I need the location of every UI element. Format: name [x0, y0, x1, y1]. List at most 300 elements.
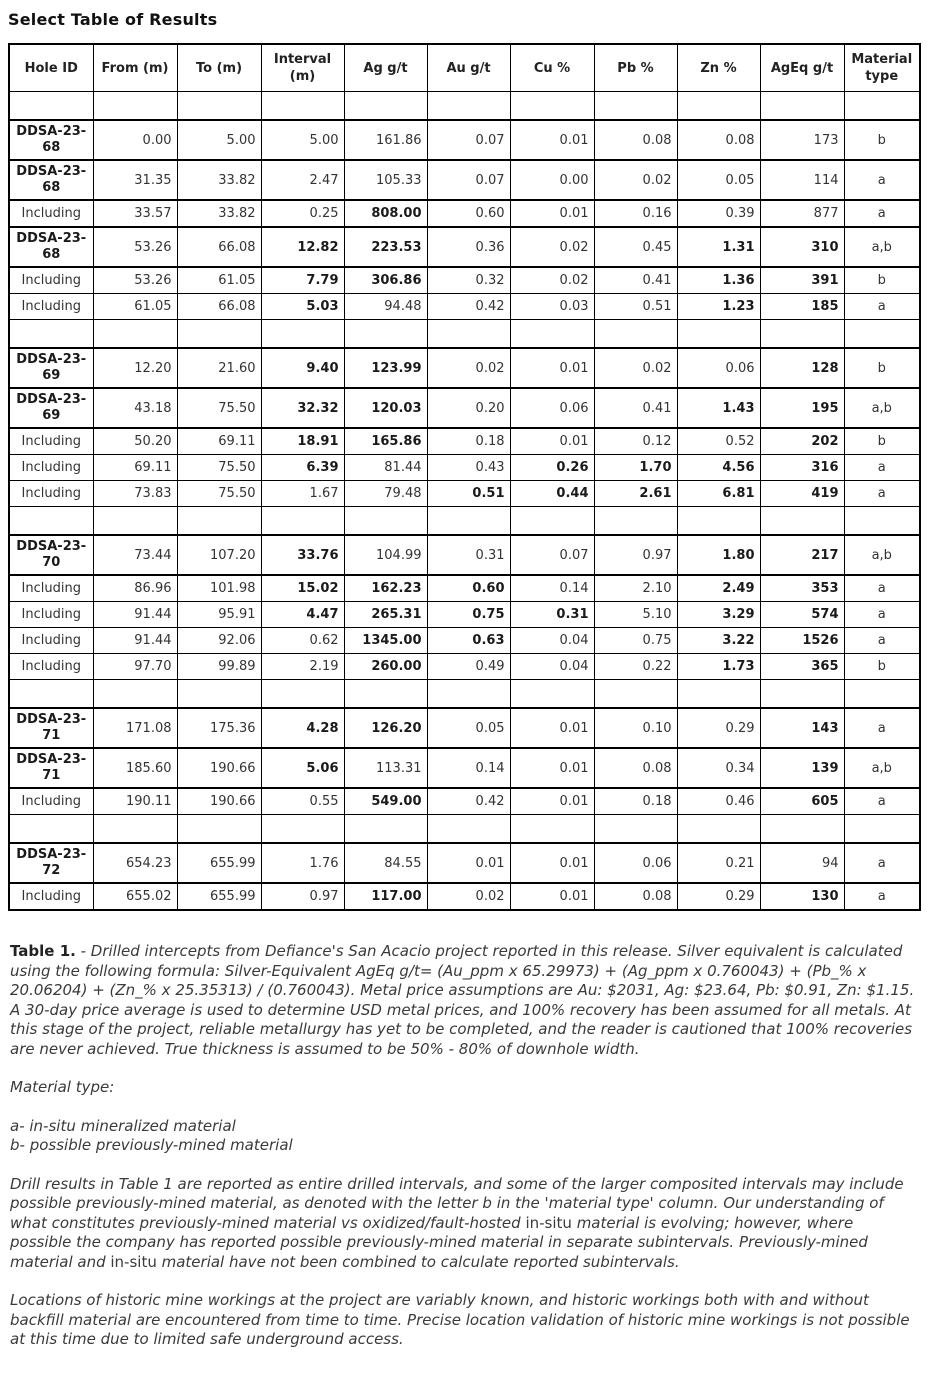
table-cell: 0.07 — [427, 160, 510, 200]
table-cell: 0.31 — [427, 535, 510, 575]
table-cell: 0.22 — [594, 654, 677, 680]
table-cell: 86.96 — [93, 575, 177, 602]
table-cell: a — [844, 481, 920, 507]
table-cell: 0.03 — [510, 294, 594, 320]
table-cell: 2.19 — [261, 654, 344, 680]
table-cell: 79.48 — [344, 481, 427, 507]
text-run: material is evolving; however, where possible the company has reported possible previously-mined material in separate subintervals. Previously-mined material and — [10, 1213, 868, 1271]
table-cell: 0.97 — [261, 883, 344, 910]
table-cell: 0.05 — [677, 160, 760, 200]
table-cell: 4.28 — [261, 708, 344, 748]
table-cell: 0.05 — [427, 708, 510, 748]
text-run: - Drilled intercepts from Defiance's San Acacio project reported in this release. Silver equivalent is calculated using the following formula: Silver-Equivalent AgEq g/t= (Au_ppm x 65.29973) + (Ag_ppm x 0.760043) + (Pb_% x 20.06204) + (Zn_% x 25.35313) / (0.760043). Metal price assumptions are Au: $2031, Ag: $23.64, Pb: $0.91, Zn: $1.15. A 30-day price average is used to determine USD metal prices, and 100% recovery has been assumed for all metals. At this stage of the project, reliable metallurgy has yet to be completed, and the reader is cautioned that 100% recoveries are never achieved. True thickness is assumed to be 50% - 80% of downhole width. — [10, 942, 915, 1058]
table-cell: 655.99 — [177, 843, 261, 883]
table-cell: DDSA-23-69 — [9, 388, 93, 428]
table-cell: 605 — [760, 788, 844, 815]
table-row — [9, 200, 920, 227]
empty-cell — [844, 92, 920, 121]
table-cell: 61.05 — [93, 294, 177, 320]
table-cell: a — [844, 200, 920, 227]
table-cell: a — [844, 575, 920, 602]
header-row — [9, 44, 920, 92]
table-cell: 0.62 — [261, 628, 344, 654]
table-cell: 31.35 — [93, 160, 177, 200]
table-cell: 0.42 — [427, 788, 510, 815]
table-cell: 139 — [760, 748, 844, 788]
table-cell: b — [844, 267, 920, 294]
table-cell: Including — [9, 602, 93, 628]
spacer-row — [9, 507, 920, 536]
table-cell: 69.11 — [177, 428, 261, 455]
table-cell: 12.20 — [93, 348, 177, 388]
table-cell: 1.31 — [677, 227, 760, 267]
table-cell: Including — [9, 883, 93, 910]
table-row — [9, 654, 920, 680]
table-cell: 0.36 — [427, 227, 510, 267]
table-cell: 61.05 — [177, 267, 261, 294]
table-cell: 654.23 — [93, 843, 177, 883]
table-cell: 0.02 — [510, 227, 594, 267]
table-cell: 0.08 — [594, 883, 677, 910]
table-cell: 5.06 — [261, 748, 344, 788]
spacer-row — [9, 92, 920, 121]
table-cell: 1345.00 — [344, 628, 427, 654]
material-type-heading — [10, 1078, 917, 1098]
table-cell: 1.67 — [261, 481, 344, 507]
table-cell: 217 — [760, 535, 844, 575]
table-cell: Including — [9, 481, 93, 507]
empty-cell — [844, 320, 920, 349]
empty-cell — [9, 815, 93, 844]
table-cell: 0.26 — [510, 455, 594, 481]
table-cell: 0.51 — [594, 294, 677, 320]
table-cell: DDSA-23-72 — [9, 843, 93, 883]
table-cell: a — [844, 788, 920, 815]
table-cell: 0.01 — [510, 708, 594, 748]
table-cell: 7.79 — [261, 267, 344, 294]
empty-cell — [594, 815, 677, 844]
table-cell: 5.10 — [594, 602, 677, 628]
empty-cell — [760, 507, 844, 536]
empty-cell — [510, 507, 594, 536]
table-cell: 107.20 — [177, 535, 261, 575]
header-cell: From (m) — [93, 44, 177, 92]
table-cell: 126.20 — [344, 708, 427, 748]
table-cell: 94.48 — [344, 294, 427, 320]
table-cell: 0.14 — [427, 748, 510, 788]
empty-cell — [261, 680, 344, 709]
table-cell: 120.03 — [344, 388, 427, 428]
table-cell: 0.01 — [510, 788, 594, 815]
table-cell: 1.70 — [594, 455, 677, 481]
table-cell: a,b — [844, 227, 920, 267]
table-cell: DDSA-23-71 — [9, 708, 93, 748]
table-cell: 0.60 — [427, 200, 510, 227]
empty-cell — [93, 92, 177, 121]
table-cell: 0.39 — [677, 200, 760, 227]
text-run: in-situ — [110, 1252, 157, 1271]
table-cell: 69.11 — [93, 455, 177, 481]
table-cell: a,b — [844, 748, 920, 788]
table-cell: 365 — [760, 654, 844, 680]
header-cell: Material type — [844, 44, 920, 92]
table-cell: 50.20 — [93, 428, 177, 455]
table-cell: 101.98 — [177, 575, 261, 602]
empty-cell — [261, 92, 344, 121]
header-cell: Ag g/t — [344, 44, 427, 92]
table-cell: 0.00 — [93, 120, 177, 160]
table-cell: a — [844, 883, 920, 910]
empty-cell — [760, 815, 844, 844]
table-cell: 0.16 — [594, 200, 677, 227]
table-cell: 33.76 — [261, 535, 344, 575]
table-cell: 53.26 — [93, 227, 177, 267]
table-row — [9, 602, 920, 628]
table-cell: 0.06 — [510, 388, 594, 428]
empty-cell — [510, 815, 594, 844]
table-cell: 0.41 — [594, 267, 677, 294]
empty-cell — [261, 507, 344, 536]
table-cell: 0.25 — [261, 200, 344, 227]
empty-cell — [594, 320, 677, 349]
table-cell: 18.91 — [261, 428, 344, 455]
table-row — [9, 388, 920, 428]
table-cell: a — [844, 602, 920, 628]
table-row — [9, 748, 920, 788]
table-cell: 655.99 — [177, 883, 261, 910]
table-cell: 0.01 — [510, 843, 594, 883]
table-cell: 171.08 — [93, 708, 177, 748]
empty-cell — [344, 680, 427, 709]
empty-cell — [594, 680, 677, 709]
table-cell: 0.00 — [510, 160, 594, 200]
table-cell: 0.32 — [427, 267, 510, 294]
text-run: Locations of historic mine workings at the project are variably known, and historic workings both with and without backfill material are encountered from time to time. Precise location validation of historic mine workings is not possible at this time due to limited safe underground access. — [10, 1291, 910, 1348]
table-cell: 0.21 — [677, 843, 760, 883]
table-cell: 0.06 — [594, 843, 677, 883]
table-cell: 0.20 — [427, 388, 510, 428]
table-cell: 877 — [760, 200, 844, 227]
empty-cell — [177, 320, 261, 349]
empty-cell — [261, 815, 344, 844]
table-cell: 2.10 — [594, 575, 677, 602]
header-cell: AgEq g/t — [760, 44, 844, 92]
table-cell: 310 — [760, 227, 844, 267]
table-row — [9, 575, 920, 602]
table-cell: 165.86 — [344, 428, 427, 455]
table-cell: 0.63 — [427, 628, 510, 654]
table-cell: 0.18 — [427, 428, 510, 455]
table-cell: 0.01 — [510, 120, 594, 160]
empty-cell — [760, 320, 844, 349]
table-cell: 0.29 — [677, 883, 760, 910]
table-cell: 33.57 — [93, 200, 177, 227]
table-cell: Including — [9, 628, 93, 654]
text-run: material have not been combined to calculate reported subintervals. — [156, 1252, 680, 1271]
table-cell: 0.29 — [677, 708, 760, 748]
table-cell: 0.42 — [427, 294, 510, 320]
empty-cell — [594, 507, 677, 536]
table-row — [9, 455, 920, 481]
header-cell: To (m) — [177, 44, 261, 92]
table-cell: 353 — [760, 575, 844, 602]
table-cell: 75.50 — [177, 455, 261, 481]
empty-cell — [760, 680, 844, 709]
table-cell: 0.49 — [427, 654, 510, 680]
table-cell: 0.07 — [510, 535, 594, 575]
table-caption — [10, 942, 917, 1059]
empty-cell — [427, 680, 510, 709]
empty-cell — [93, 815, 177, 844]
table-cell: b — [844, 348, 920, 388]
table-cell: 1.43 — [677, 388, 760, 428]
empty-cell — [177, 92, 261, 121]
table-cell: 43.18 — [93, 388, 177, 428]
table-cell: 9.40 — [261, 348, 344, 388]
table-cell: 105.33 — [344, 160, 427, 200]
table-row — [9, 120, 920, 160]
table-cell: 260.00 — [344, 654, 427, 680]
table-cell: 75.50 — [177, 481, 261, 507]
table-cell: 12.82 — [261, 227, 344, 267]
text-run: Material type: — [10, 1078, 115, 1096]
table-cell: 0.07 — [427, 120, 510, 160]
table-cell: 94 — [760, 843, 844, 883]
table-cell: 0.01 — [510, 428, 594, 455]
table-row — [9, 535, 920, 575]
header-cell: Cu % — [510, 44, 594, 92]
table-cell: 306.86 — [344, 267, 427, 294]
table-cell: 53.26 — [93, 267, 177, 294]
table-cell: DDSA-23-68 — [9, 227, 93, 267]
table-cell: 0.51 — [427, 481, 510, 507]
drill-results-paragraph — [10, 1175, 917, 1273]
table-cell: 6.39 — [261, 455, 344, 481]
table-cell: 0.02 — [427, 883, 510, 910]
table-cell: 4.47 — [261, 602, 344, 628]
table-cell: 0.43 — [427, 455, 510, 481]
table-cell: 202 — [760, 428, 844, 455]
empty-cell — [594, 92, 677, 121]
empty-cell — [9, 92, 93, 121]
spacer-row — [9, 680, 920, 709]
table-cell: 0.06 — [677, 348, 760, 388]
table-cell: 66.08 — [177, 294, 261, 320]
spacer-row — [9, 815, 920, 844]
table-cell: DDSA-23-71 — [9, 748, 93, 788]
empty-cell — [344, 320, 427, 349]
table-cell: 0.34 — [677, 748, 760, 788]
text-run: a- in-situ mineralized material — [10, 1116, 236, 1135]
page-title: Select Table of Results — [8, 10, 218, 29]
table-cell: a — [844, 294, 920, 320]
empty-cell — [177, 507, 261, 536]
table-cell: 316 — [760, 455, 844, 481]
table-cell: 0.46 — [677, 788, 760, 815]
table-row — [9, 788, 920, 815]
empty-cell — [677, 320, 760, 349]
table-cell: 0.60 — [427, 575, 510, 602]
table-cell: 66.08 — [177, 227, 261, 267]
text-run: Drill results in Table 1 are reported as entire drilled intervals, and some of the larger composited intervals may include possible previously-mined material, as denoted with the letter b in the 'material type' column. Our understanding of what constitutes previously-mined material vs oxidized/fault-hosted — [10, 1174, 904, 1232]
table-cell: 1.73 — [677, 654, 760, 680]
table-row — [9, 843, 920, 883]
table-cell: 0.08 — [594, 120, 677, 160]
empty-cell — [9, 680, 93, 709]
table-row — [9, 160, 920, 200]
table-cell: 5.03 — [261, 294, 344, 320]
empty-cell — [344, 507, 427, 536]
table-cell: 5.00 — [177, 120, 261, 160]
table-cell: 190.66 — [177, 748, 261, 788]
table-cell: 0.04 — [510, 628, 594, 654]
empty-cell — [844, 815, 920, 844]
table-cell: 92.06 — [177, 628, 261, 654]
header-cell: Pb % — [594, 44, 677, 92]
empty-cell — [427, 320, 510, 349]
empty-cell — [510, 680, 594, 709]
empty-cell — [9, 320, 93, 349]
table-cell: 6.81 — [677, 481, 760, 507]
table-cell: a,b — [844, 388, 920, 428]
table-row — [9, 883, 920, 910]
table-row — [9, 481, 920, 507]
table-cell: a — [844, 843, 920, 883]
table-cell: 549.00 — [344, 788, 427, 815]
table-cell: 0.08 — [677, 120, 760, 160]
table-cell: 1526 — [760, 628, 844, 654]
table-cell: 3.29 — [677, 602, 760, 628]
table-header — [9, 44, 920, 92]
table-cell: 0.52 — [677, 428, 760, 455]
spacer-row — [9, 320, 920, 349]
table-cell: a — [844, 628, 920, 654]
table-cell: 161.86 — [344, 120, 427, 160]
table-cell: 123.99 — [344, 348, 427, 388]
table-cell: Including — [9, 294, 93, 320]
table-cell: a,b — [844, 535, 920, 575]
table-cell: a — [844, 708, 920, 748]
header-cell: Interval (m) — [261, 44, 344, 92]
table-cell: 391 — [760, 267, 844, 294]
table-cell: b — [844, 120, 920, 160]
table-cell: 223.53 — [344, 227, 427, 267]
table-cell: 0.08 — [594, 748, 677, 788]
empty-cell — [677, 815, 760, 844]
header-cell: Au g/t — [427, 44, 510, 92]
table-cell: 73.44 — [93, 535, 177, 575]
table-cell: DDSA-23-70 — [9, 535, 93, 575]
empty-cell — [93, 680, 177, 709]
table-cell: a — [844, 160, 920, 200]
empty-cell — [261, 320, 344, 349]
table-cell: 195 — [760, 388, 844, 428]
header-cell: Zn % — [677, 44, 760, 92]
table-row — [9, 267, 920, 294]
table-cell: 1.80 — [677, 535, 760, 575]
table-cell: 2.47 — [261, 160, 344, 200]
table-cell: Including — [9, 788, 93, 815]
table-cell: b — [844, 654, 920, 680]
table-cell: 190.11 — [93, 788, 177, 815]
table-cell: 99.89 — [177, 654, 261, 680]
empty-cell — [677, 680, 760, 709]
table-cell: 0.55 — [261, 788, 344, 815]
empty-cell — [177, 815, 261, 844]
table-cell: Including — [9, 200, 93, 227]
table-cell: 173 — [760, 120, 844, 160]
table-cell: 143 — [760, 708, 844, 748]
table-cell: 0.18 — [594, 788, 677, 815]
table-row — [9, 628, 920, 654]
empty-cell — [510, 92, 594, 121]
table-cell: 574 — [760, 602, 844, 628]
table-cell: Including — [9, 455, 93, 481]
table-cell: 0.41 — [594, 388, 677, 428]
table-cell: 73.83 — [93, 481, 177, 507]
table-cell: 0.45 — [594, 227, 677, 267]
table-cell: Including — [9, 575, 93, 602]
table-cell: 265.31 — [344, 602, 427, 628]
table-cell: Including — [9, 428, 93, 455]
table-cell: 0.02 — [594, 160, 677, 200]
table-cell: 2.49 — [677, 575, 760, 602]
table-cell: 81.44 — [344, 455, 427, 481]
empty-cell — [510, 320, 594, 349]
table-cell: 185.60 — [93, 748, 177, 788]
table-cell: 95.91 — [177, 602, 261, 628]
table-cell: 5.00 — [261, 120, 344, 160]
table-cell: 97.70 — [93, 654, 177, 680]
table-cell: 419 — [760, 481, 844, 507]
text-run: in-situ — [525, 1213, 572, 1232]
empty-cell — [93, 507, 177, 536]
table-cell: 808.00 — [344, 200, 427, 227]
table-cell: 2.61 — [594, 481, 677, 507]
table-cell: 4.56 — [677, 455, 760, 481]
table-cell: 113.31 — [344, 748, 427, 788]
table-cell: 0.02 — [427, 348, 510, 388]
table-cell: Including — [9, 654, 93, 680]
table-cell: DDSA-23-68 — [9, 160, 93, 200]
table-cell: DDSA-23-68 — [9, 120, 93, 160]
empty-cell — [677, 507, 760, 536]
table-cell: 0.10 — [594, 708, 677, 748]
table-cell: 190.66 — [177, 788, 261, 815]
table-cell: a — [844, 455, 920, 481]
table-cell: 1.76 — [261, 843, 344, 883]
table-cell: 0.01 — [510, 883, 594, 910]
table-row — [9, 227, 920, 267]
table-cell: 0.01 — [510, 348, 594, 388]
empty-cell — [427, 92, 510, 121]
empty-cell — [677, 92, 760, 121]
historic-workings-paragraph — [10, 1291, 917, 1350]
notes-section — [10, 942, 917, 1350]
header-cell: Hole ID — [9, 44, 93, 92]
table-cell: 128 — [760, 348, 844, 388]
empty-cell — [844, 507, 920, 536]
empty-cell — [427, 815, 510, 844]
text-run: Table 1. — [10, 942, 76, 960]
table-cell: 33.82 — [177, 160, 261, 200]
empty-cell — [344, 92, 427, 121]
table-cell: Including — [9, 267, 93, 294]
table-cell: 0.31 — [510, 602, 594, 628]
table-cell: 130 — [760, 883, 844, 910]
table-cell: 104.99 — [344, 535, 427, 575]
table-cell: 0.75 — [427, 602, 510, 628]
